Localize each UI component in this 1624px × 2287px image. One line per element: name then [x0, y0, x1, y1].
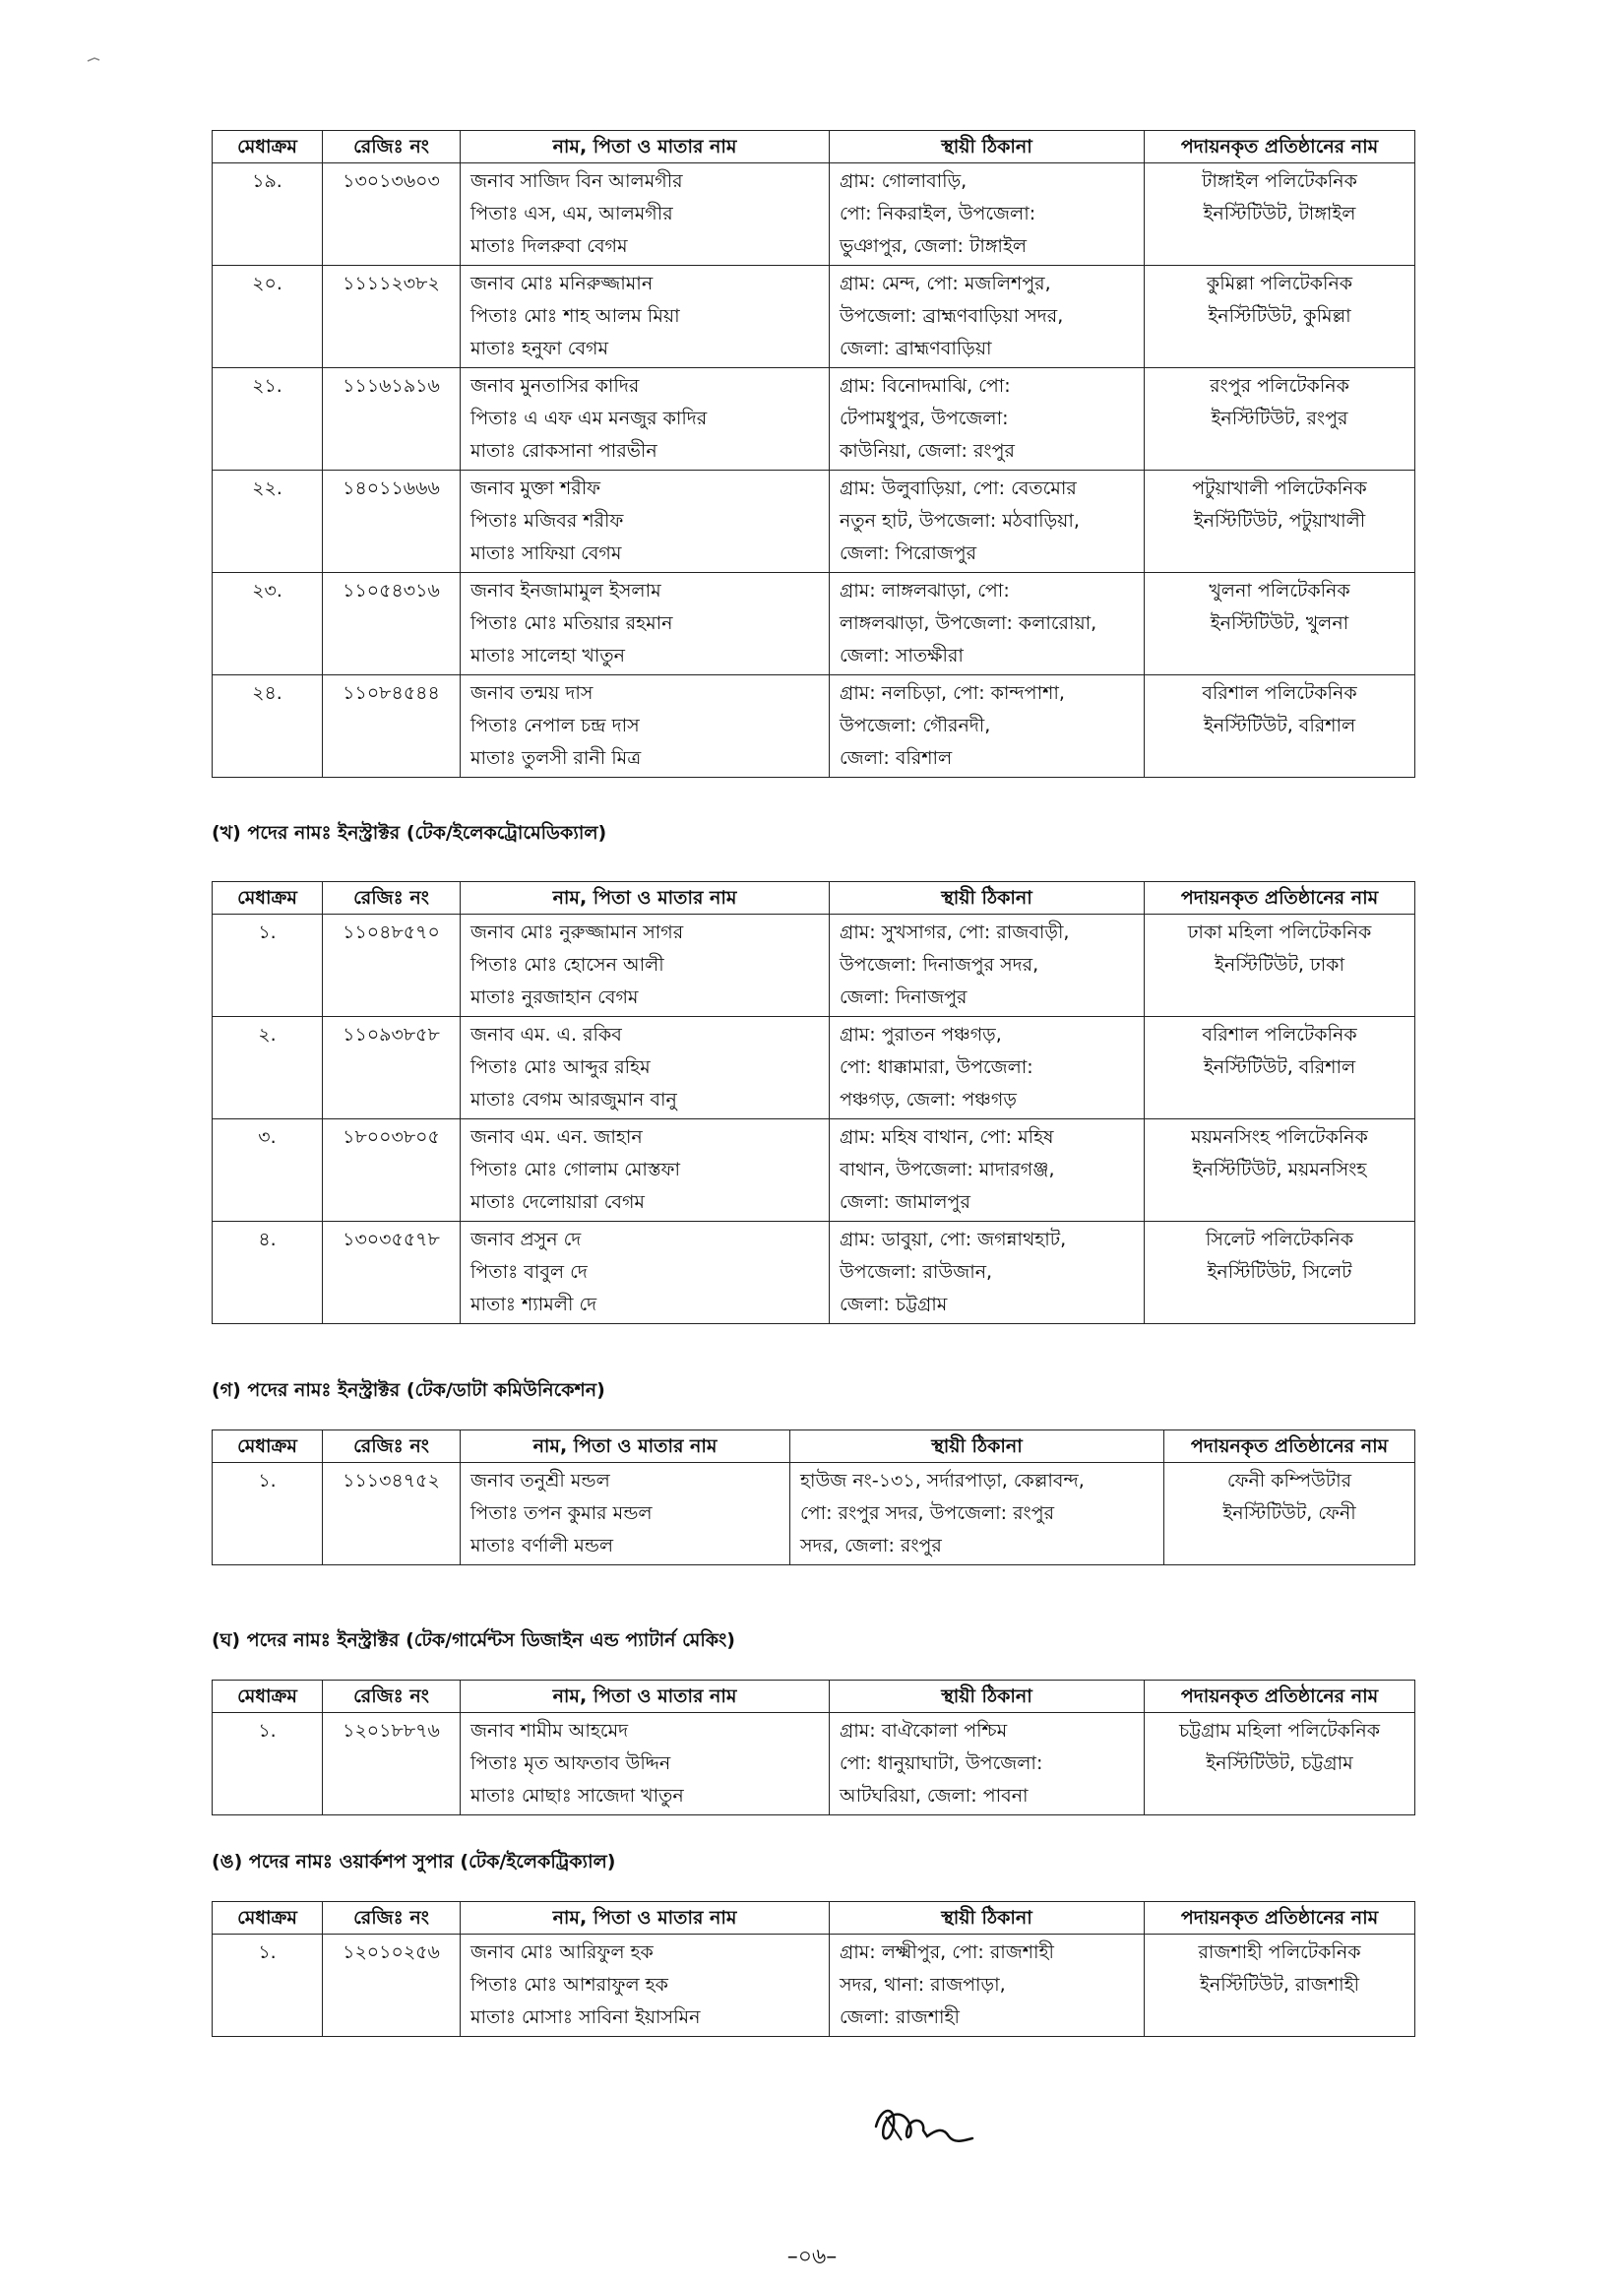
table-row	[213, 573, 1415, 675]
cell-address	[830, 1935, 1145, 2037]
institute-line: রংপুর পলিটেকনিক	[1210, 375, 1349, 397]
name-line: পিতাঃ তপন কুমার মন্ডল	[470, 1502, 653, 1524]
institute-line: ময়মনসিংহ পলিটেকনিক	[1191, 1126, 1368, 1148]
institute-line: ঢাকা মহিলা পলিটেকনিক	[1187, 921, 1372, 943]
name-line: মাতাঃ বেগম আরজুমান বানু	[470, 1089, 677, 1111]
address-line: ভুঞাপুর, জেলা: টাঙ্গাইল	[840, 235, 1027, 257]
institute-line: খুলনা পলিটেকনিক	[1209, 580, 1350, 602]
cell-institute	[1145, 915, 1415, 1017]
cell-reg: ১১১৩৪৭৫২	[323, 1463, 461, 1565]
cell-reg: ১২০১৮৮৭৬	[323, 1713, 461, 1815]
cell-address	[830, 573, 1145, 675]
cell-address	[830, 915, 1145, 1017]
address-line: পো: ধানুয়াঘাটা, উপজেলা:	[840, 1752, 1043, 1774]
address-line: জেলা: ব্রাহ্মণবাড়িয়া	[840, 338, 992, 359]
cell-institute	[1145, 471, 1415, 573]
address-line: গ্রাম: লাঙ্গলঝাড়া, পো:	[840, 580, 1010, 602]
institute-line: ইনস্টিটিউট, বরিশাল	[1203, 1056, 1356, 1078]
column-header-serial: মেধাক্রম	[213, 131, 323, 163]
cell-institute	[1145, 1017, 1415, 1119]
address-line: পো: ধাক্কামারা, উপজেলা:	[840, 1056, 1033, 1078]
signature	[866, 2097, 984, 2156]
name-line: পিতাঃ মোঃ আশরাফুল হক	[470, 1974, 668, 1996]
name-line: জনাব তনুশ্রী মন্ডল	[470, 1470, 610, 1492]
institute-line: রাজশাহী পলিটেকনিক	[1198, 1941, 1361, 1963]
scan-speck	[87, 57, 100, 63]
cell-reg: ১১১১২৩৮২	[323, 266, 461, 368]
name-line: জনাব প্রসুন দে	[470, 1229, 582, 1250]
column-header-address: স্থায়ী ঠিকানা	[830, 131, 1145, 163]
cell-name	[461, 266, 830, 368]
name-line: জনাব সাজিদ বিন আলমগীর	[470, 170, 683, 192]
address-line: গ্রাম: লক্ষ্মীপুর, পো: রাজশাহী	[840, 1941, 1054, 1963]
institute-line: চট্টগ্রাম মহিলা পলিটেকনিক	[1178, 1720, 1381, 1742]
name-line: জনাব এম. এন. জাহান	[470, 1126, 643, 1148]
address-line: গ্রাম: মেন্দ, পো: মজলিশপুর,	[840, 273, 1051, 294]
cell-name	[461, 471, 830, 573]
address-line: গ্রাম: গোলাবাড়ি,	[840, 170, 968, 192]
address-line: জেলা: বরিশাল	[840, 747, 953, 769]
cell-address	[830, 1222, 1145, 1324]
address-line: সদর, জেলা: রংপুর	[800, 1535, 942, 1556]
header-row	[213, 1681, 1415, 1713]
address-line: টেপামধুপুর, উপজেলা:	[840, 408, 1009, 429]
institute-line: পটুয়াখালী পলিটেকনিক	[1192, 477, 1367, 499]
name-line: পিতাঃ নেপাল চন্দ্র দাস	[470, 715, 640, 736]
institute-line: ইনস্টিটিউট, বরিশাল	[1203, 715, 1356, 736]
cell-reg: ১৩০১৩৬০৩	[323, 163, 461, 266]
name-line: মাতাঃ শ্যামলী দে	[470, 1294, 597, 1315]
cell-name	[461, 1222, 830, 1324]
cell-institute	[1145, 573, 1415, 675]
institute-line: ইনস্টিটিউট, রাজশাহী	[1199, 1974, 1360, 1996]
cell-name	[461, 1017, 830, 1119]
name-line: পিতাঃ মৃত আফতাব উদ্দিন	[470, 1752, 671, 1774]
cell-name	[461, 1935, 830, 2037]
column-header-institute: পদায়নকৃত প্রতিষ্ঠানের নাম	[1145, 131, 1415, 163]
cell-name	[461, 915, 830, 1017]
address-line: নতুন হাট, উপজেলা: মঠবাড়িয়া,	[840, 510, 1080, 532]
cell-serial: ৪.	[213, 1222, 323, 1324]
address-line: পো: রংপুর সদর, উপজেলা: রংপুর	[800, 1502, 1055, 1524]
address-line: জেলা: জামালপুর	[840, 1191, 970, 1213]
cell-reg: ১১০৮৪৫৪৪	[323, 675, 461, 778]
name-line: জনাব মোঃ আরিফুল হক	[470, 1941, 654, 1963]
address-line: বাথান, উপজেলা: মাদারগঞ্জ,	[840, 1159, 1055, 1180]
table-row	[213, 1463, 1415, 1565]
name-line: জনাব মোঃ নুরুজ্জামান সাগর	[470, 921, 684, 943]
address-line: পো: নিকরাইল, উপজেলা:	[840, 203, 1036, 224]
address-line: গ্রাম: নলচিড়া, পো: কান্দপাশা,	[840, 682, 1065, 704]
address-line: সদর, থানা: রাজপাড়া,	[840, 1974, 1006, 1996]
page-number: –০৬–	[786, 2245, 838, 2269]
table-row	[213, 1017, 1415, 1119]
table-umo	[212, 1901, 1415, 2037]
address-line: পঞ্চগড়, জেলা: পঞ্চগড়	[840, 1089, 1017, 1111]
name-line: পিতাঃ এ এফ এম মনজুর কাদির	[470, 408, 708, 429]
table-row	[213, 368, 1415, 471]
address-line: উপজেলা: দিনাজপুর সদর,	[840, 954, 1039, 976]
institute-line: ফেনী কম্পিউটার	[1226, 1470, 1352, 1492]
section-heading-gha: (ঘ) পদের নামঃ ইনস্ট্রাক্টর (টেক/গার্মেন্টস ডিজাইন এন্ড প্যাটার্ন মেকিং)	[212, 1629, 735, 1651]
address-line: গ্রাম: মহিষ বাথান, পো: মহিষ	[840, 1126, 1054, 1148]
name-line: জনাব শামীম আহমেদ	[470, 1720, 629, 1742]
table-row	[213, 471, 1415, 573]
institute-line: ইনস্টিটিউট, কুমিল্লা	[1208, 305, 1351, 327]
table-row	[213, 1935, 1415, 2037]
cell-reg: ১২০১০২৫৬	[323, 1935, 461, 2037]
address-line: লাঙ্গলঝাড়া, উপজেলা: কলারোয়া,	[840, 612, 1097, 634]
cell-serial: ১.	[213, 1935, 323, 2037]
institute-line: ইনস্টিটিউট, রংপুর	[1211, 408, 1348, 429]
column-header-reg: রেজিঃ নং	[323, 882, 461, 915]
address-line: উপজেলা: রাউজান,	[840, 1261, 993, 1283]
name-line: পিতাঃ এস, এম, আলমগীর	[470, 203, 673, 224]
cell-serial: ২৪.	[213, 675, 323, 778]
cell-institute	[1145, 1119, 1415, 1222]
cell-address	[830, 163, 1145, 266]
name-line: মাতাঃ হনুফা বেগম	[470, 338, 609, 359]
table-row	[213, 163, 1415, 266]
institute-line: ইনস্টিটিউট, পটুয়াখালী	[1193, 510, 1366, 532]
cell-reg: ১৩০৩৫৫৭৮	[323, 1222, 461, 1324]
address-line: জেলা: পিরোজপুর	[840, 542, 977, 564]
address-line: গ্রাম: বিনোদমাঝি, পো:	[840, 375, 1011, 397]
institute-line: ইনস্টিটিউট, সিলেট	[1207, 1261, 1352, 1283]
cell-serial: ১.	[213, 1463, 323, 1565]
cell-address	[830, 1119, 1145, 1222]
cell-reg: ১৮০০৩৮০৫	[323, 1119, 461, 1222]
name-line: মাতাঃ সালেহা খাতুন	[470, 645, 625, 667]
cell-name	[461, 1463, 790, 1565]
cell-institute	[1145, 1935, 1415, 2037]
address-line: গ্রাম: ডাবুয়া, পো: জগন্নাথহাট,	[840, 1229, 1067, 1250]
name-line: পিতাঃ মোঃ গোলাম মোস্তফা	[470, 1159, 680, 1180]
cell-serial: ১৯.	[213, 163, 323, 266]
column-header-serial: মেধাক্রম	[213, 1902, 323, 1935]
cell-institute	[1145, 675, 1415, 778]
institute-line: সিলেট পলিটেকনিক	[1205, 1229, 1353, 1250]
section-heading-umo: (ঙ) পদের নামঃ ওয়ার্কশপ সুপার (টেক/ইলেকট্রিক্যাল)	[212, 1851, 616, 1873]
cell-serial: ২২.	[213, 471, 323, 573]
cell-address	[830, 266, 1145, 368]
address-line: উপজেলা: গৌরনদী,	[840, 715, 991, 736]
name-line: পিতাঃ বাবুল দে	[470, 1261, 588, 1283]
cell-serial: ১.	[213, 1713, 323, 1815]
name-line: জনাব ইনজামামুল ইসলাম	[470, 580, 661, 602]
header-row	[213, 882, 1415, 915]
column-header-name: নাম, পিতা ও মাতার নাম	[461, 131, 830, 163]
name-line: পিতাঃ মোঃ হোসেন আলী	[470, 954, 664, 976]
table-row	[213, 1119, 1415, 1222]
name-line: জনাব তন্ময় দাস	[470, 682, 593, 704]
cell-serial: ২১.	[213, 368, 323, 471]
name-line: মাতাঃ নুরজাহান বেগম	[470, 986, 639, 1008]
cell-institute	[1164, 1463, 1415, 1565]
name-line: পিতাঃ মোঃ মতিয়ার রহমান	[470, 612, 673, 634]
name-line: মাতাঃ তুলসী রানী মিত্র	[470, 747, 642, 769]
section-heading-kha: (খ) পদের নামঃ ইনস্ট্রাক্টর (টেক/ইলেকট্রোমেডিক্যাল)	[212, 822, 607, 844]
section-heading-ga: (গ) পদের নামঃ ইনস্ট্রাক্টর (টেক/ডাটা কমিউনিকেশন)	[212, 1379, 605, 1401]
address-line: গ্রাম: বাঐকোলা পশ্চিম	[840, 1720, 1008, 1742]
name-line: পিতাঃ মজিবর শরীফ	[470, 510, 624, 532]
address-line: কাউনিয়া, জেলা: রংপুর	[840, 440, 1015, 462]
column-header-reg: রেজিঃ নং	[323, 1430, 461, 1463]
cell-serial: ২৩.	[213, 573, 323, 675]
institute-line: বরিশাল পলিটেকনিক	[1202, 682, 1357, 704]
column-header-institute: পদায়নকৃত প্রতিষ্ঠানের নাম	[1145, 1681, 1415, 1713]
column-header-address: স্থায়ী ঠিকানা	[830, 1681, 1145, 1713]
cell-name	[461, 368, 830, 471]
name-line: মাতাঃ মোসাঃ সাবিনা ইয়াসমিন	[470, 2006, 701, 2028]
cell-serial: ১.	[213, 915, 323, 1017]
address-line: গ্রাম: সুখসাগর, পো: রাজবাড়ী,	[840, 921, 1070, 943]
institute-line: টাঙ্গাইল পলিটেকনিক	[1202, 170, 1357, 192]
cell-reg: ১১০৯৩৮৫৮	[323, 1017, 461, 1119]
name-line: পিতাঃ মোঃ শাহ আলম মিয়া	[470, 305, 680, 327]
column-header-serial: মেধাক্রম	[213, 1681, 323, 1713]
cell-serial: ২০.	[213, 266, 323, 368]
name-line: মাতাঃ মোছাঃ সাজেদা খাতুন	[470, 1785, 684, 1807]
address-line: হাউজ নং-১৩১, সর্দারপাড়া, কেল্লাবন্দ,	[800, 1470, 1085, 1492]
cell-address	[830, 368, 1145, 471]
name-line: পিতাঃ মোঃ আব্দুর রহিম	[470, 1056, 651, 1078]
institute-line: ইনস্টিটিউট, ঢাকা	[1215, 954, 1344, 976]
header-row	[213, 1430, 1415, 1463]
column-header-name: নাম, পিতা ও মাতার নাম	[461, 1430, 790, 1463]
name-line: মাতাঃ দিলরুবা বেগম	[470, 235, 628, 257]
cell-institute	[1145, 163, 1415, 266]
table-row	[213, 915, 1415, 1017]
header-row	[213, 1902, 1415, 1935]
name-line: মাতাঃ দেলোয়ারা বেগম	[470, 1191, 645, 1213]
column-header-institute: পদায়নকৃত প্রতিষ্ঠানের নাম	[1164, 1430, 1415, 1463]
cell-name	[461, 163, 830, 266]
address-line: আটঘরিয়া, জেলা: পাবনা	[840, 1785, 1029, 1807]
address-line: গ্রাম: উলুবাড়িয়া, পো: বেতমোর	[840, 477, 1077, 499]
institute-line: ইনস্টিটিউট, টাঙ্গাইল	[1203, 203, 1356, 224]
table-gha	[212, 1680, 1415, 1815]
cell-name	[461, 1119, 830, 1222]
column-header-reg: রেজিঃ নং	[323, 131, 461, 163]
cell-reg: ১৪০১১৬৬৬	[323, 471, 461, 573]
cell-reg: ১১০৪৮৫৭০	[323, 915, 461, 1017]
table-kha	[212, 881, 1415, 1324]
institute-line: কুমিল্লা পলিটেকনিক	[1206, 273, 1353, 294]
cell-address	[790, 1463, 1164, 1565]
column-header-name: নাম, পিতা ও মাতার নাম	[461, 1681, 830, 1713]
column-header-address: স্থায়ী ঠিকানা	[790, 1430, 1164, 1463]
header-row	[213, 131, 1415, 163]
name-line: জনাব মোঃ মনিরুজ্জামান	[470, 273, 654, 294]
address-line: উপজেলা: ব্রাহ্মণবাড়িয়া সদর,	[840, 305, 1064, 327]
name-line: মাতাঃ রোকসানা পারভীন	[470, 440, 657, 462]
table-row	[213, 675, 1415, 778]
cell-name	[461, 675, 830, 778]
cell-institute	[1145, 1713, 1415, 1815]
table-row	[213, 1222, 1415, 1324]
column-header-serial: মেধাক্রম	[213, 882, 323, 915]
cell-institute	[1145, 368, 1415, 471]
cell-reg: ১১০৫৪৩১৬	[323, 573, 461, 675]
name-line: মাতাঃ সাফিয়া বেগম	[470, 542, 622, 564]
column-header-institute: পদায়নকৃত প্রতিষ্ঠানের নাম	[1145, 882, 1415, 915]
institute-line: বরিশাল পলিটেকনিক	[1202, 1024, 1357, 1046]
table-main-continued	[212, 130, 1415, 778]
cell-serial: ২.	[213, 1017, 323, 1119]
cell-serial: ৩.	[213, 1119, 323, 1222]
table-row	[213, 1713, 1415, 1815]
name-line: মাতাঃ বর্ণালী মন্ডল	[470, 1535, 614, 1556]
column-header-address: স্থায়ী ঠিকানা	[830, 882, 1145, 915]
address-line: জেলা: সাতক্ষীরা	[840, 645, 964, 667]
cell-institute	[1145, 266, 1415, 368]
cell-address	[830, 1017, 1145, 1119]
cell-reg: ১১১৬১৯১৬	[323, 368, 461, 471]
column-header-reg: রেজিঃ নং	[323, 1902, 461, 1935]
institute-line: ইনস্টিটিউট, ময়মনসিংহ	[1192, 1159, 1367, 1180]
institute-line: ইনস্টিটিউট, ফেনী	[1222, 1502, 1356, 1524]
address-line: জেলা: দিনাজপুর	[840, 986, 968, 1008]
name-line: জনাব মুক্তা শরীফ	[470, 477, 601, 499]
name-line: জনাব মুনতাসির কাদির	[470, 375, 640, 397]
column-header-reg: রেজিঃ নং	[323, 1681, 461, 1713]
cell-address	[830, 1713, 1145, 1815]
address-line: গ্রাম: পুরাতন পঞ্চগড়,	[840, 1024, 1002, 1046]
institute-line: ইনস্টিটিউট, চট্টগ্রাম	[1206, 1752, 1353, 1774]
column-header-institute: পদায়নকৃত প্রতিষ্ঠানের নাম	[1145, 1902, 1415, 1935]
column-header-name: নাম, পিতা ও মাতার নাম	[461, 1902, 830, 1935]
address-line: জেলা: চট্টগ্রাম	[840, 1294, 948, 1315]
address-line: জেলা: রাজশাহী	[840, 2006, 960, 2028]
cell-address	[830, 471, 1145, 573]
cell-address	[830, 675, 1145, 778]
cell-institute	[1145, 1222, 1415, 1324]
column-header-name: নাম, পিতা ও মাতার নাম	[461, 882, 830, 915]
name-line: জনাব এম. এ. রকিব	[470, 1024, 622, 1046]
table-ga	[212, 1429, 1415, 1565]
column-header-address: স্থায়ী ঠিকানা	[830, 1902, 1145, 1935]
cell-name	[461, 1713, 830, 1815]
cell-name	[461, 573, 830, 675]
table-row	[213, 266, 1415, 368]
institute-line: ইনস্টিটিউট, খুলনা	[1210, 612, 1349, 634]
column-header-serial: মেধাক্রম	[213, 1430, 323, 1463]
